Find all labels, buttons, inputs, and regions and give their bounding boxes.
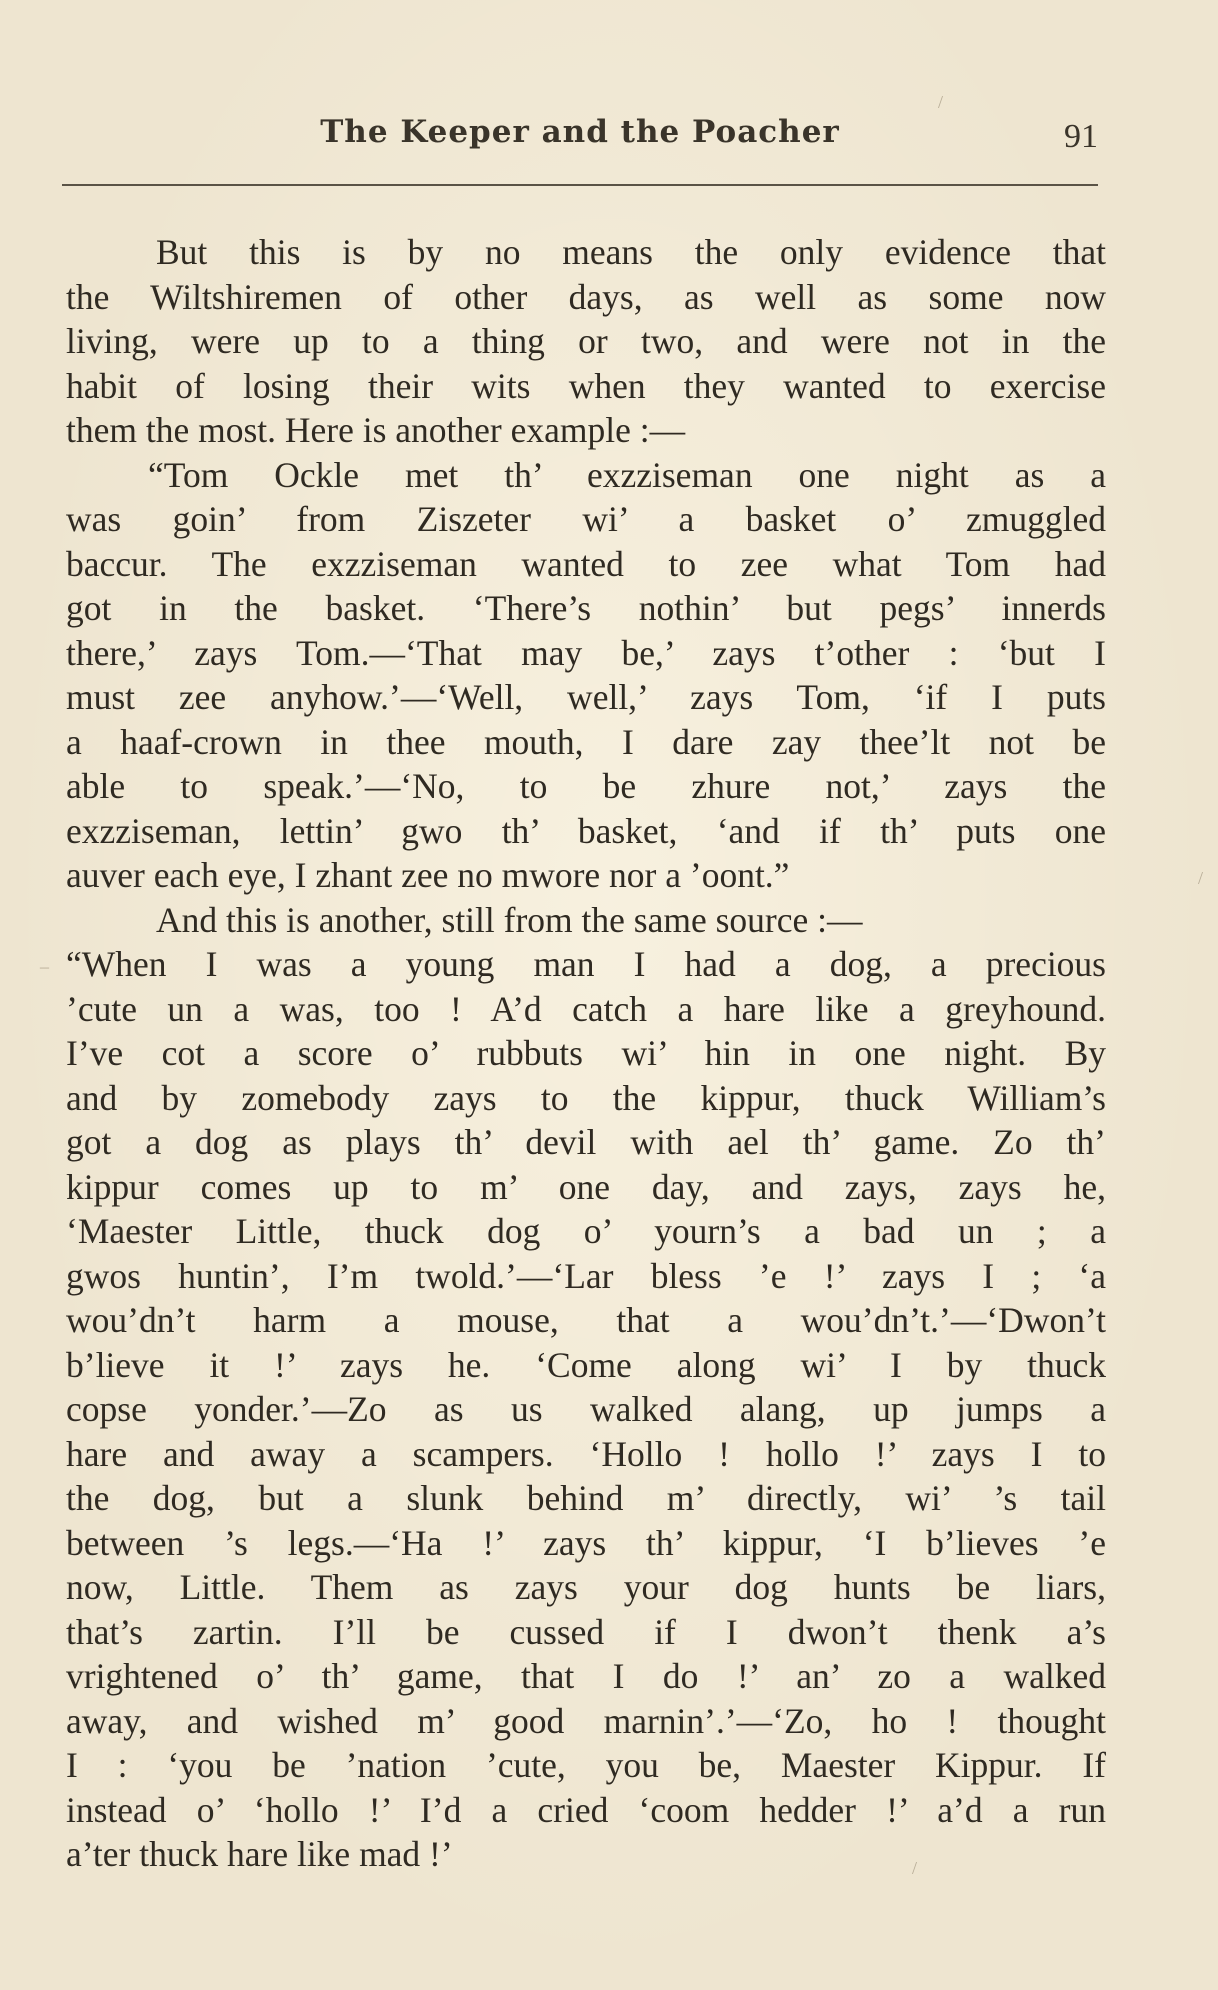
running-title: The Keeper and the Poacher — [320, 114, 840, 150]
text-line: habit of losing their wits when they wanted to exercise — [66, 365, 1106, 406]
text-line: I’ve cot a score o’ rubbuts wi’ hin in one night. By — [66, 1033, 1106, 1073]
text-line: exzziseman, lettin’ gwo th’ basket, ‘and if th’ puts one — [66, 810, 1106, 851]
text-line: baccur. The exzziseman wanted to zee what Tom had — [66, 543, 1106, 584]
running-head — [62, 108, 1098, 160]
text-line: them the most. Here is another example :— — [66, 410, 686, 450]
text-line: But this is by no means the only evidence that — [156, 232, 1106, 272]
text-line: ’cute un a was, too ! A’d catch a hare like a greyhound. — [66, 988, 1106, 1029]
text-line: And this is another, still from the same source :— — [156, 899, 863, 940]
text-line: gwos huntin’, I’m twold.’—‘Lar bless ’e !’ zays I ; ‘a — [66, 1255, 1106, 1296]
text-line: between ’s legs.—‘Ha !’ zays th’ kippur, ‘I b’lieves ’e — [66, 1522, 1106, 1563]
text-line: a’ter thuck hare like mad !’ — [66, 1834, 453, 1874]
text-line: instead o’ ‘hollo !’ I’d a cried ‘coom hedder !’ a’d a run — [66, 1789, 1106, 1830]
text-line: wou’dn’t harm a mouse, that a wou’dn’t.’—‘Dwon’t — [66, 1300, 1106, 1340]
text-line: there,’ zays Tom.—‘That may be,’ zays t’other : ‘but I — [66, 632, 1106, 673]
text-line: a haaf-crown in thee mouth, I dare zay thee’lt not be — [66, 721, 1106, 762]
text-line: that’s zartin. I’ll be cussed if I dwon’t thenk a’s — [66, 1611, 1106, 1652]
text-line: I : ‘you be ’nation ’cute, you be, Maester Kippur. If — [66, 1745, 1106, 1785]
header-rule — [62, 184, 1098, 186]
text-line: got in the basket. ‘There’s nothin’ but pegs’ innerds — [66, 588, 1106, 628]
text-line: hare and away a scampers. ‘Hollo ! hollo !’ zays I to — [66, 1433, 1106, 1474]
text-line: the dog, but a slunk behind m’ directly, wi’ ’s tail — [66, 1478, 1106, 1518]
text-line: copse yonder.’—Zo as us walked alang, up jumps a — [66, 1389, 1106, 1429]
stray-pencil-mark: / — [912, 1858, 918, 1878]
text-line: the Wiltshiremen of other days, as well as some now — [66, 276, 1106, 317]
text-line: away, and wished m’ good marnin’.’—‘Zo, ho ! thought — [66, 1700, 1106, 1741]
text-line: ‘Maester Little, thuck dog o’ yourn’s a bad un ; a — [66, 1211, 1106, 1251]
text-line: “When I was a young man I had a dog, a precious — [66, 944, 1106, 984]
text-line: vrightened o’ th’ game, that I do !’ an’ zo a walked — [66, 1656, 1106, 1696]
text-line: living, were up to a thing or two, and were not in the — [66, 321, 1106, 361]
page-number: 91 — [1064, 118, 1098, 155]
stray-pencil-mark: / — [938, 92, 944, 112]
text-line: must zee anyhow.’—‘Well, well,’ zays Tom, ‘if I puts — [66, 677, 1106, 717]
text-line: able to speak.’—‘No, to be zhure not,’ zays the — [66, 766, 1106, 806]
text-line: was goin’ from Ziszeter wi’ a basket o’ zmuggled — [66, 499, 1106, 539]
text-line: b’lieve it !’ zays he. ‘Come along wi’ I by thuck — [66, 1344, 1106, 1385]
text-line: auver each eye, I zhant zee no mwore nor a ’oont.” — [66, 855, 790, 895]
body-text — [66, 230, 1106, 1877]
text-line: got a dog as plays th’ devil with ael th’ game. Zo th’ — [66, 1122, 1106, 1162]
text-line: “Tom Ockle met th’ exzziseman one night as a — [148, 454, 1106, 495]
text-line: and by zomebody zays to the kippur, thuck William’s — [66, 1077, 1106, 1118]
stray-pencil-mark: _ — [40, 950, 49, 970]
text-line: kippur comes up to m’ one day, and zays, zays he, — [66, 1166, 1106, 1207]
text-line: now, Little. Them as zays your dog hunts be liars, — [66, 1567, 1106, 1607]
stray-pencil-mark: / — [1198, 868, 1204, 888]
